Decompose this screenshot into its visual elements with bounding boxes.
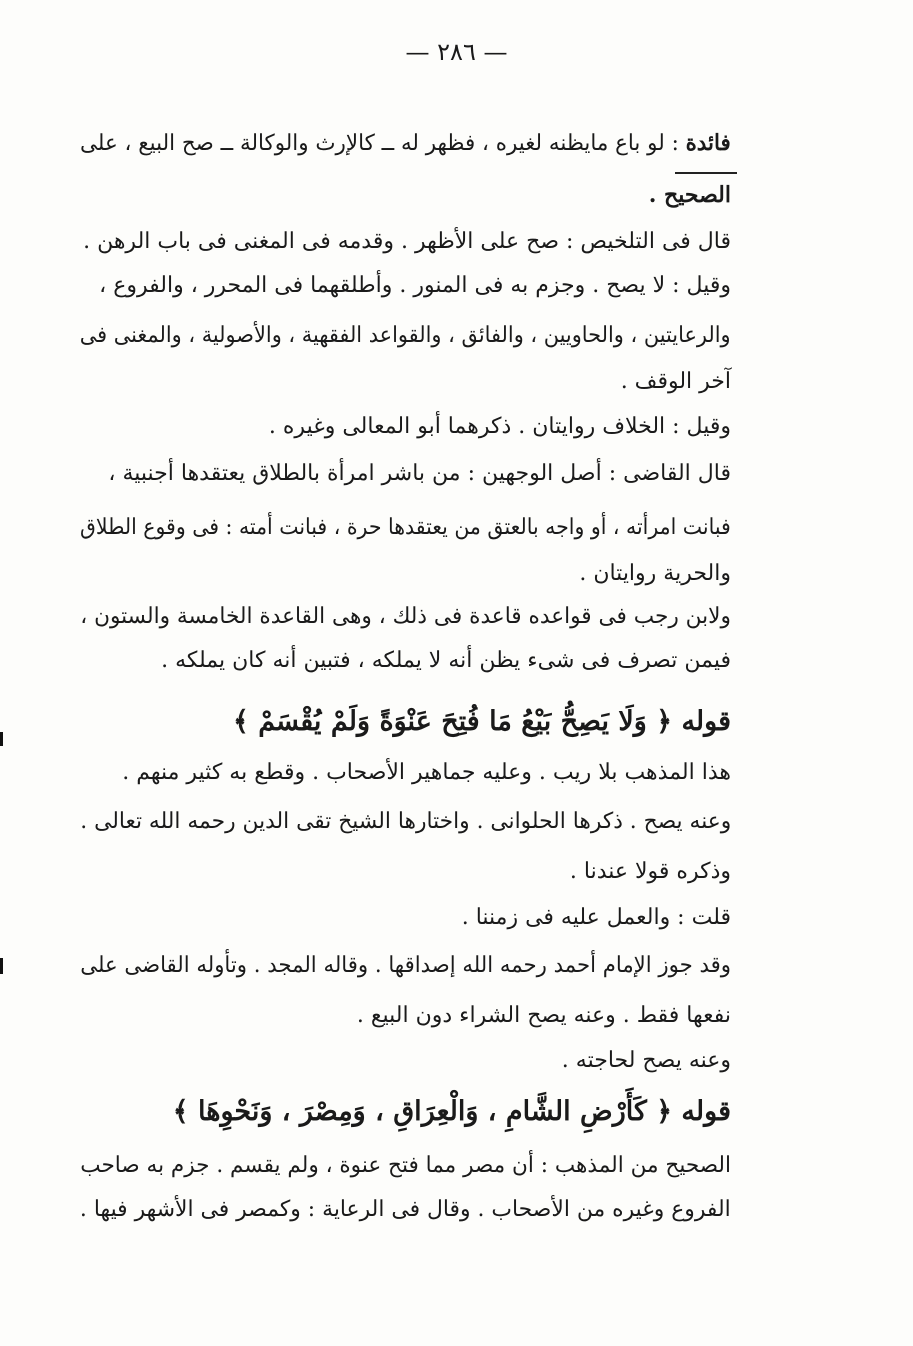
text-line: وعنه يصح لحاجته . xyxy=(561,1048,731,1073)
text-line: والحرية روايتان . xyxy=(579,561,731,586)
text-line: وقيل : الخلاف روايتان . ذكرهما أبو المعالى وغيره . xyxy=(268,414,731,439)
text-line: فبانت امرأته ، أو واجه بالعتق من يعتقدها حرة ، فبانت أمته : فى وقوع الطلاق xyxy=(80,515,731,540)
text-line: قلت : والعمل عليه فى زمننا . xyxy=(461,905,731,930)
scan-edge-mark xyxy=(0,732,3,746)
fa-ida-heading: فائدة xyxy=(685,130,731,156)
text-line xyxy=(80,127,731,159)
text-line: هذا المذهب بلا ريب . وعليه جماهير الأصحاب . وقطع به كثير منهم . xyxy=(122,760,731,785)
text-line: آخر الوقف . xyxy=(620,369,731,394)
text-line: الفروع وغيره من الأصحاب . وقال فى الرعاية : وكمصر فى الأشهر فيها . xyxy=(80,1197,731,1222)
scan-edge-mark xyxy=(0,958,3,974)
text-line: وقد جوز الإمام أحمد رحمه الله إصداقها . وقاله المجد . وتأوله القاضى على xyxy=(80,953,731,978)
text-line: وعنه يصح . ذكرها الحلوانى . واختارها الشيخ تقى الدين رحمه الله تعالى . xyxy=(79,809,731,834)
text-line: وقيل : لا يصح . وجزم به فى المنور . وأطلقهما فى المحرر ، والفروع ، xyxy=(99,273,731,298)
text-line: قال القاضى : أصل الوجهين : من باشر امرأة بالطلاق يعتقدها أجنبية ، xyxy=(108,461,731,486)
text-line: والرعايتين ، والحاويين ، والفائق ، والقواعد الفقهية ، والأصولية ، والمغنى فى xyxy=(80,323,731,348)
quoted-heading: قوله ﴿ كَأَرْضِ الشَّامِ ، وَالْعِرَاقِ ، وَمِصْرَ ، وَنَحْوِهَا ﴾ xyxy=(172,1096,731,1127)
text-line: الصحيح . xyxy=(648,182,731,208)
quoted-heading: قوله ﴿ وَلَا يَصِحُّ بَيْعُ مَا فُتِحَ عَنْوَةً وَلَمْ يُقْسَمْ ﴾ xyxy=(232,706,731,737)
text-line: قال فى التلخيص : صح على الأظهر . وقدمه فى المغنى فى باب الرهن . xyxy=(83,229,731,254)
text-line-content: : لو باع مايظنه لغيره ، فظهر له ــ كالإرث والوكالة ــ صح البيع ، على xyxy=(80,131,686,156)
page-number: — ٢٨٦ — xyxy=(405,38,508,66)
heading-underline xyxy=(675,172,737,174)
text-line: الصحيح من المذهب : أن مصر مما فتح عنوة ، ولم يقسم . جزم به صاحب xyxy=(80,1153,731,1178)
text-line: وذكره قولا عندنا . xyxy=(569,859,731,884)
text-line: ولابن رجب فى قواعده قاعدة فى ذلك ، وهى القاعدة الخامسة والستون ، xyxy=(80,604,731,629)
text-line: نفعها فقط . وعنه يصح الشراء دون البيع . xyxy=(356,1003,731,1028)
text-line: فيمن تصرف فى شىء يظن أنه لا يملكه ، فتبين أنه كان يملكه . xyxy=(161,648,731,673)
